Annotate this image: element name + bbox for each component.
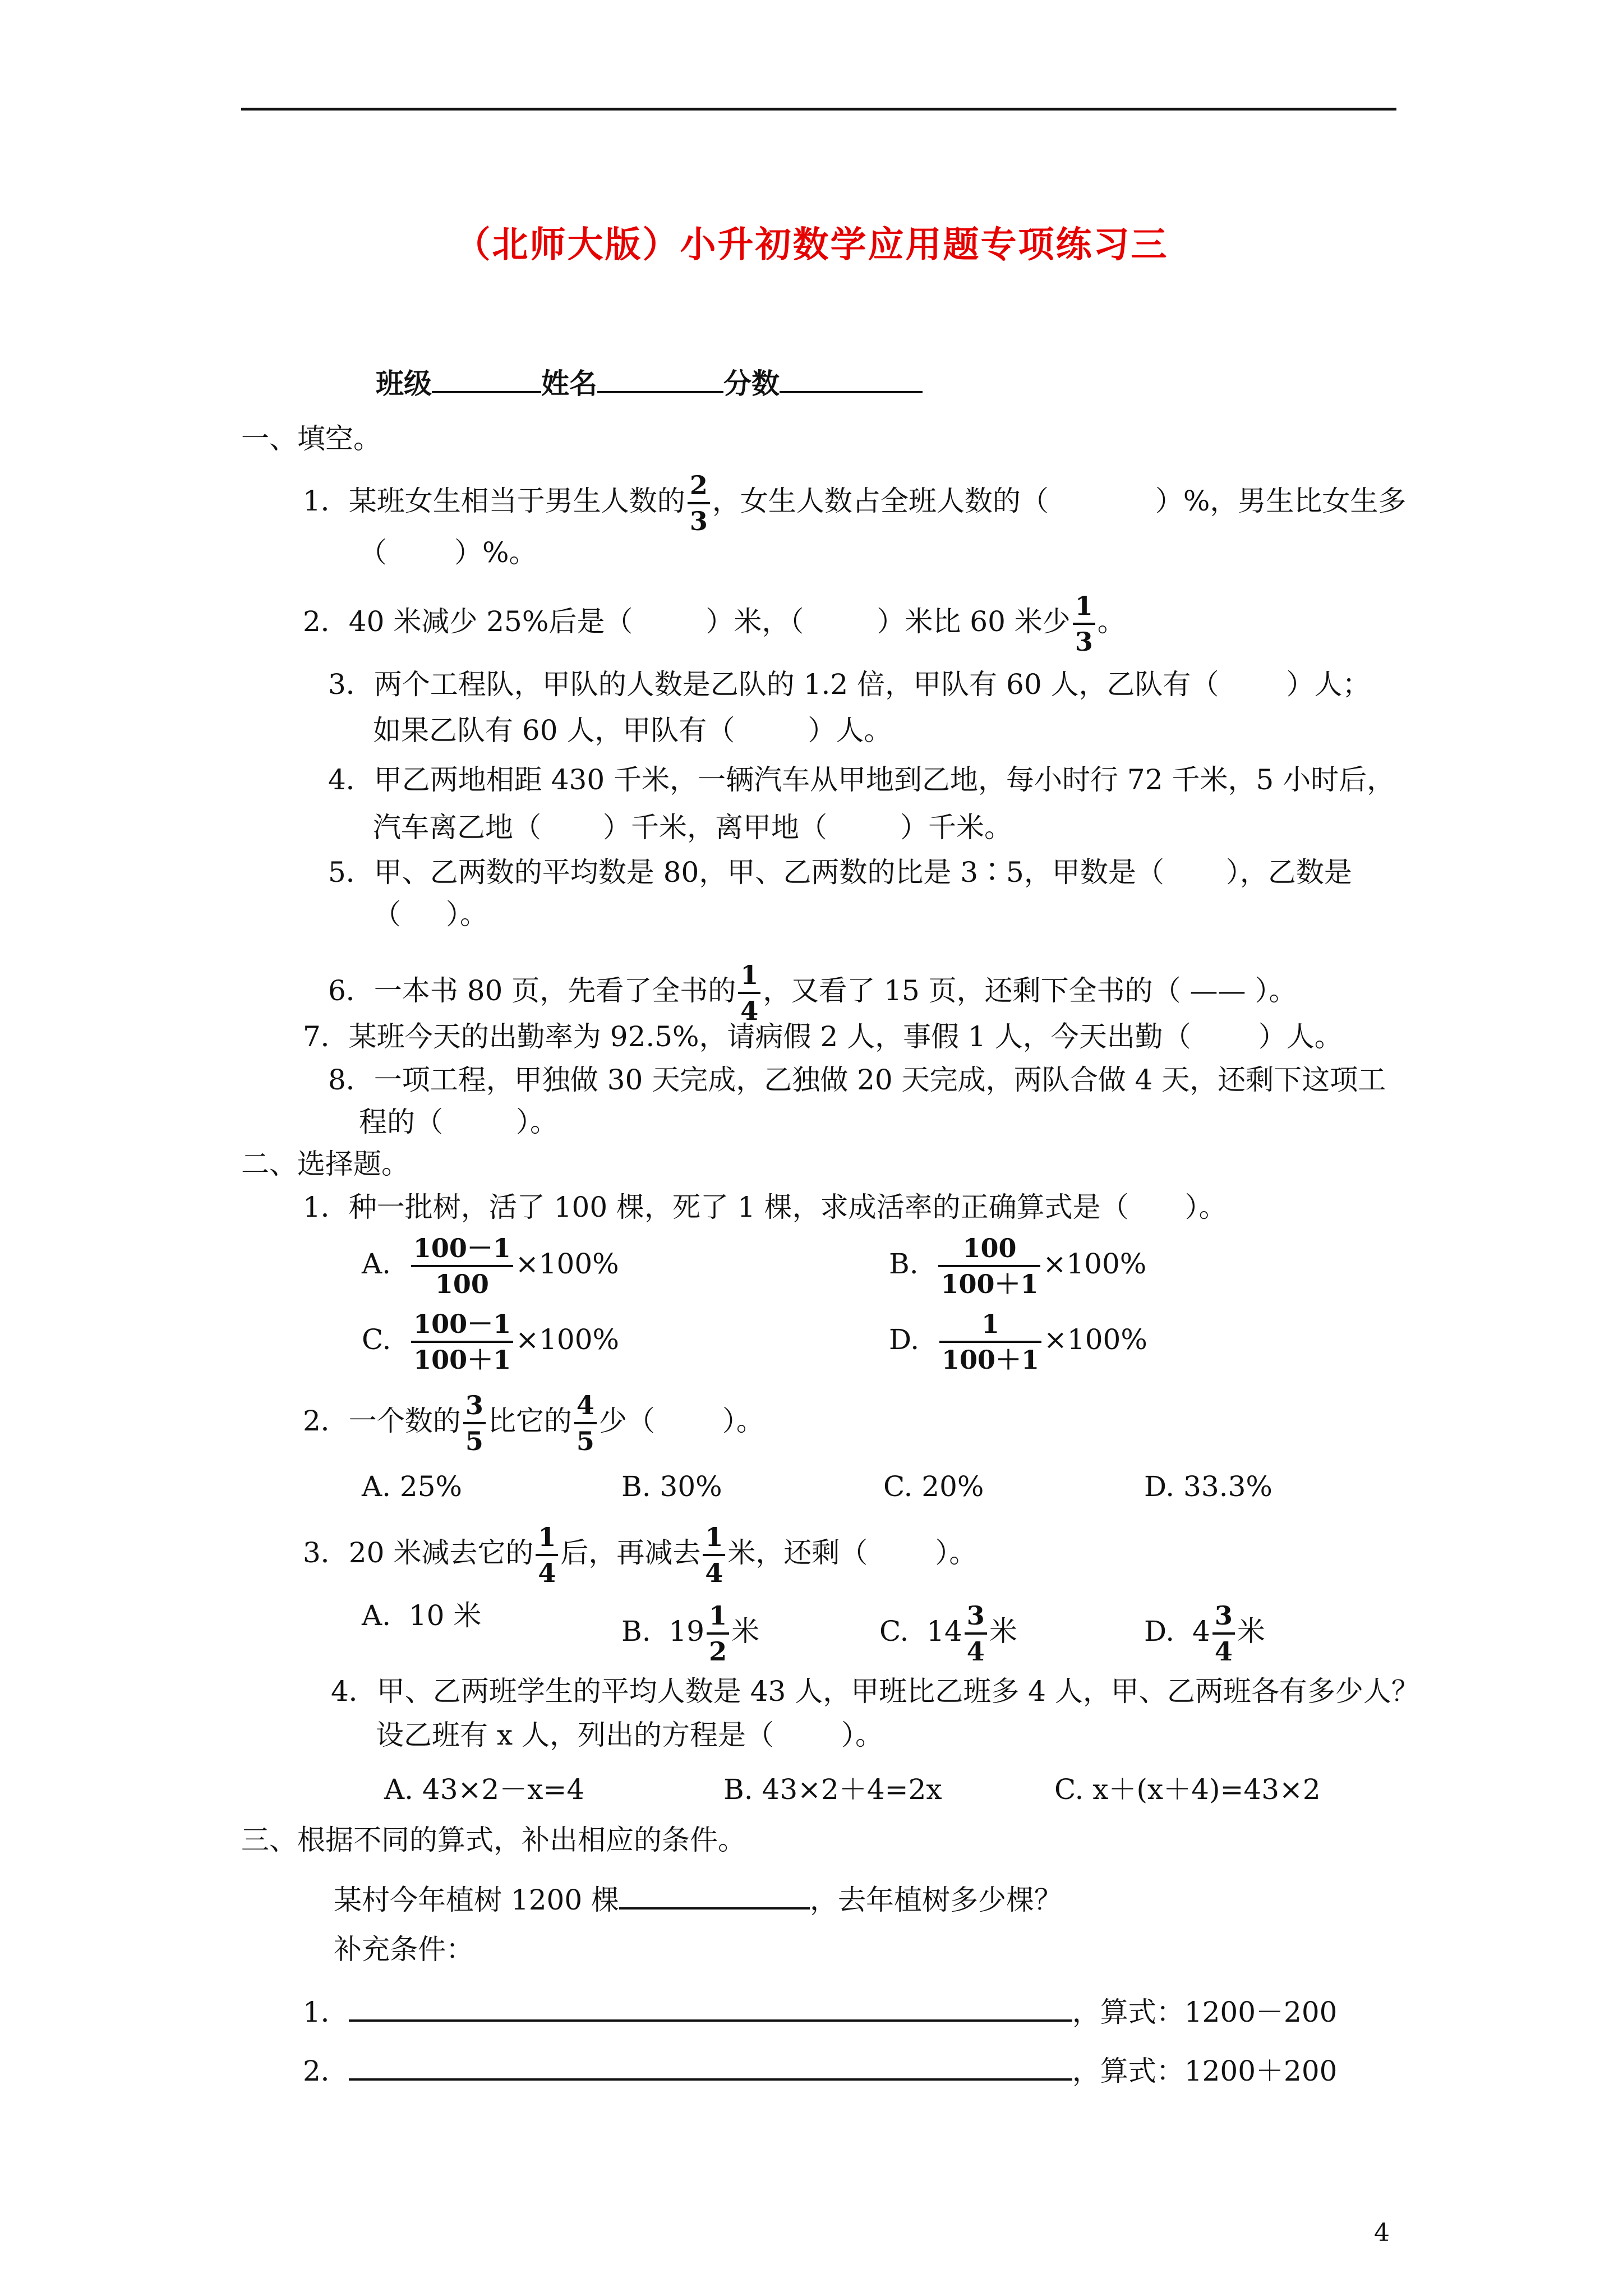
fraction: $\frac{3}{4}$ (1212, 1599, 1235, 1668)
s2-q3-option-c[interactable]: C. 14 $\frac{3}{4}$ 米 (879, 1599, 1017, 1668)
s1-question-3-cont: 如果乙队有 60 人，甲队有（ ）人。 (373, 714, 892, 747)
s2-q2-option-a[interactable]: A. 25% (362, 1470, 463, 1503)
name-label: 姓名 (541, 367, 597, 400)
s1-question-1: 1．某班女生相当于男生人数的 $\frac{2}{3}$ ，女生人数占全班人数的（ ）%，男生比女生多 (303, 468, 1406, 538)
fraction: $\frac{1}{4}$ (536, 1520, 558, 1590)
page-number: 4 (1374, 2219, 1390, 2247)
section3-heading: 三、根据不同的算式，补出相应的条件。 (241, 1824, 746, 1856)
s1-question-4-cont: 汽车离乙地（ ）千米，离甲地（ ）千米。 (373, 811, 1012, 844)
s2-question-2: 2．一个数的 $\frac{3}{5}$ 比它的 $\frac{4}{5}$ 少（ ）。 (303, 1388, 764, 1458)
fraction: $\frac{3}{5}$ (463, 1388, 486, 1458)
condition-blank[interactable] (619, 1879, 810, 1910)
s2-q2-option-b[interactable]: B. 30% (621, 1470, 722, 1503)
class-field[interactable] (432, 363, 541, 393)
s2-q1-option-d[interactable]: D. $\frac{1}{100+1}$ ×100% (889, 1307, 1147, 1377)
fraction: $\frac{100-1}{100+1}$ (411, 1307, 513, 1377)
s2-q4-option-b[interactable]: B. 43×2＋4=2x (723, 1773, 942, 1806)
s2-q2-option-d[interactable]: D. 33.3% (1144, 1470, 1272, 1503)
header-rule (241, 108, 1396, 111)
s1-question-1-cont: （ ）%。 (359, 536, 537, 569)
condition-line[interactable] (349, 2050, 1072, 2081)
s3-supplement-label: 补充条件： (334, 1933, 474, 1966)
fraction: $\frac{100-1}{100}$ (411, 1231, 513, 1301)
s1-question-5: 5．甲、乙两数的平均数是 80，甲、乙两数的比是 3∶5，甲数是（ ），乙数是 (328, 856, 1352, 889)
s2-q1-option-a[interactable]: A. $\frac{100-1}{100}$ ×100% (362, 1231, 619, 1301)
fraction: $\frac{2}{3}$ (688, 468, 710, 538)
s2-q3-option-d[interactable]: D. 4 $\frac{3}{4}$ 米 (1144, 1599, 1265, 1668)
s3-stem: 某村今年植树 1200 棵 ，去年植树多少棵？ (334, 1879, 1062, 1917)
fraction: $\frac{1}{4}$ (738, 958, 760, 1028)
s1-question-7: 7．某班今天的出勤率为 92.5%，请病假 2 人，事假 1 人，今天出勤（ ）人。 (303, 1020, 1343, 1053)
fraction: $\frac{1}{3}$ (1073, 589, 1095, 659)
section2-heading: 二、选择题。 (241, 1148, 409, 1180)
s2-q3-option-a[interactable]: A. 10 米 (362, 1599, 482, 1632)
s1-question-3: 3．两个工程队，甲队的人数是乙队的 1.2 倍，甲队有 60 人，乙队有（ ）人； (328, 668, 1371, 701)
fraction: $\frac{3}{4}$ (965, 1599, 987, 1668)
s2-q4-option-a[interactable]: A. 43×2－x=4 (384, 1773, 585, 1806)
score-label: 分数 (723, 367, 780, 400)
s1-question-6: 6．一本书 80 页，先看了全书的 $\frac{1}{4}$ ，又看了 15 页，还剩下全书的（ —— ）。 (328, 958, 1297, 1028)
s2-q4-option-c[interactable]: C. x＋(x＋4)=43×2 (1054, 1773, 1321, 1806)
score-field[interactable] (780, 363, 923, 393)
class-label: 班级 (376, 367, 432, 400)
s2-q1-option-b[interactable]: B. $\frac{100}{100+1}$ ×100% (889, 1231, 1146, 1301)
fraction: $\frac{1}{100+1}$ (939, 1307, 1041, 1377)
s3-item-2: 2． ，算式：1200＋200 (303, 2050, 1338, 2088)
s2-question-4: 4．甲、乙两班学生的平均人数是 43 人，甲班比乙班多 4 人，甲、乙两班各有多少人？ (331, 1675, 1419, 1708)
s3-item-1: 1． ，算式：1200－200 (303, 1991, 1338, 2029)
s2-question-4-cont: 设乙班有 x 人，列出的方程是（ ）。 (376, 1719, 883, 1751)
fraction: $\frac{1}{4}$ (703, 1520, 725, 1590)
s1-question-8-cont: 程的（ ）。 (359, 1106, 558, 1138)
page-title: （北师大版）小升初数学应用题专项练习三 (454, 224, 1169, 266)
s2-q3-option-b[interactable]: B. 19 $\frac{1}{2}$ 米 (621, 1599, 759, 1668)
s2-question-3: 3．20 米减去它的 $\frac{1}{4}$ 后，再减去 $\frac{1}{4}$ 米，还剩（ ）。 (303, 1520, 977, 1590)
fraction: $\frac{1}{2}$ (707, 1599, 729, 1668)
s1-question-2: 2．40 米减少 25%后是（ ）米，（ ）米比 60 米少 $\frac{1}{3}$ 。 (303, 589, 1126, 659)
s2-question-1: 1．种一批树，活了 100 棵，死了 1 棵，求成活率的正确算式是（ ）。 (303, 1191, 1227, 1223)
s2-q1-option-c[interactable]: C. $\frac{100-1}{100+1}$ ×100% (362, 1307, 619, 1377)
fraction: $\frac{4}{5}$ (574, 1388, 597, 1458)
student-info-line (376, 363, 923, 401)
s1-question-8: 8．一项工程，甲独做 30 天完成，乙独做 20 天完成，两队合做 4 天，还剩下这项工 (328, 1064, 1386, 1096)
name-field[interactable] (597, 363, 723, 393)
section1-heading: 一、填空。 (241, 422, 381, 455)
s1-question-5-cont: （ ）。 (373, 898, 488, 931)
condition-line[interactable] (349, 1991, 1072, 2022)
s1-question-4: 4．甲乙两地相距 430 千米，一辆汽车从甲地到乙地，每小时行 72 千米，5 小时后， (328, 763, 1395, 796)
s2-q2-option-c[interactable]: C. 20% (883, 1470, 984, 1503)
fraction: $\frac{100}{100+1}$ (938, 1231, 1040, 1301)
